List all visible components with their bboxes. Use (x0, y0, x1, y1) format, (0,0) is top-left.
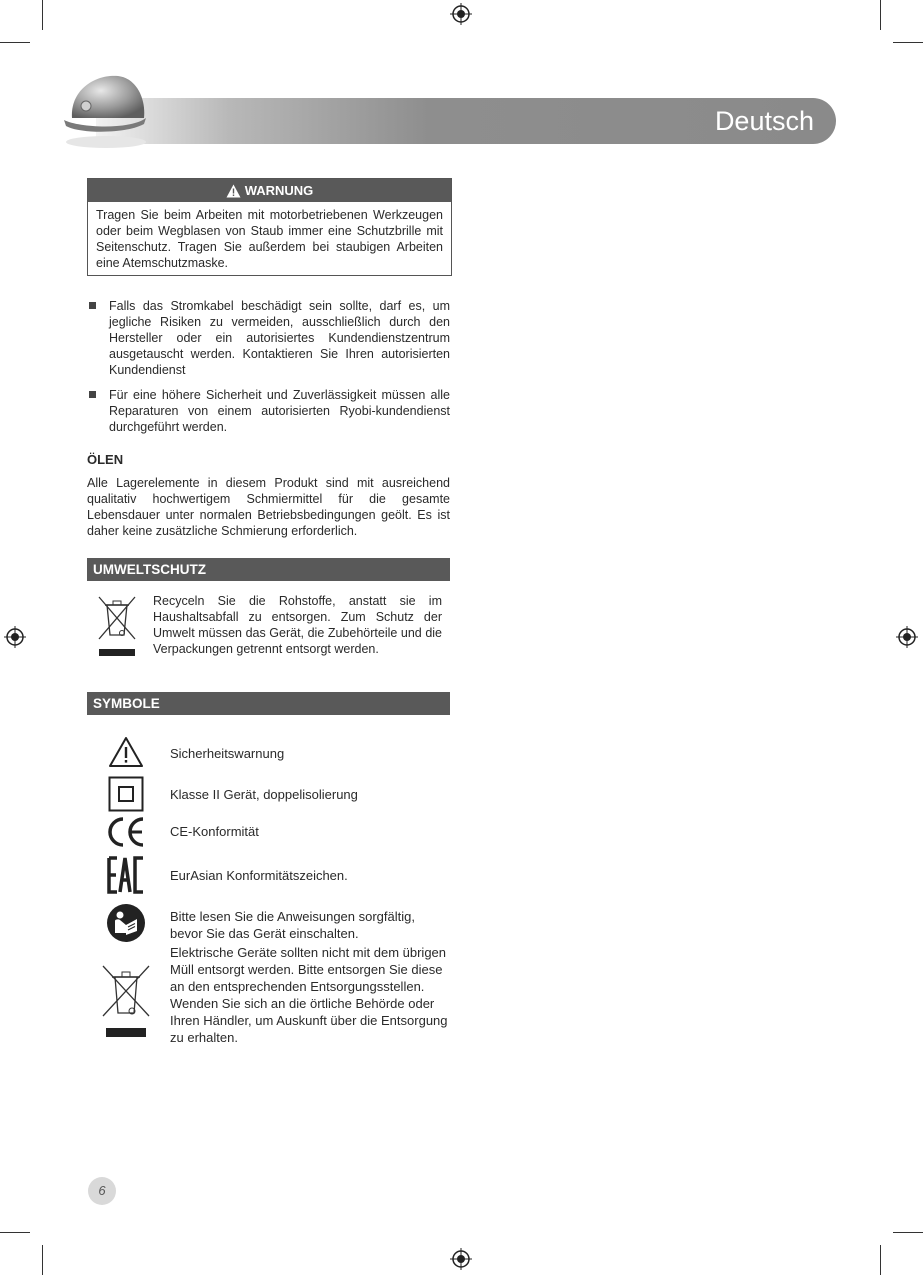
symbol-label: CE-Konformität (170, 824, 259, 839)
warning-box (87, 178, 452, 276)
registration-mark-icon (450, 1248, 472, 1270)
eac-mark-icon (106, 856, 146, 894)
registration-mark-icon (4, 626, 26, 648)
header-bar (96, 98, 836, 144)
crop-mark (42, 0, 43, 30)
weee-bin-icon (100, 963, 152, 1039)
weee-bin-icon (95, 593, 139, 659)
section-heading-umweltschutz: UMWELTSCHUTZ (87, 558, 450, 581)
crop-mark (0, 1232, 30, 1233)
section-heading-oelen: ÖLEN (87, 452, 124, 467)
oelen-text: Alle Lagerelemente in diesem Produkt sind mit ausreichend qualitativ hochwertigem Schmiermittel für die gesamte Lebensdauer unter normalen Betriebsbedingungen geölt. Es ist daher keine zusätzliche Schmierung erforderlich. (87, 476, 450, 538)
bullet-list (87, 298, 450, 444)
ce-mark-icon (105, 816, 147, 848)
symbol-label: Sicherheitswarnung (170, 746, 285, 761)
warning-triangle-icon (226, 184, 241, 198)
warning-header (88, 179, 451, 202)
safety-helmet-icon (60, 70, 150, 150)
symbol-label: Bitte lesen Sie die Anweisungen sorgfältig, bevor Sie das Gerät einschalten. (170, 909, 415, 941)
crop-mark (893, 1232, 923, 1233)
list-item: Falls das Stromkabel beschädigt sein sollte, darf es, um jegliche Risiken zu vermeiden, ausschließlich durch den Hersteller oder ein autorisiertes Kundendienstzentrum ausgetauscht werden. Kontaktieren Sie Ihren autorisierten Kundendienst (87, 298, 450, 378)
double-insulation-icon (108, 776, 144, 812)
crop-mark (893, 42, 923, 43)
crop-mark (42, 1245, 43, 1275)
crop-mark (0, 42, 30, 43)
symbol-label: Klasse II Gerät, doppelisolierung (170, 787, 358, 802)
symbol-label: EurAsian Konformitätszeichen. (170, 868, 348, 883)
crop-mark (880, 0, 881, 30)
symbol-label: Elektrische Geräte sollten nicht mit dem übrigen Müll entsorgt werden. Bitte entsorgen Sie diese an den entsprechenden Entsorgungsstellen. Wenden Sie sich an die örtliche Behörde oder Ihren Händler, um Auskunft über die Entsorgung zu erhalten. (170, 945, 448, 1045)
page-number: 6 (88, 1177, 116, 1205)
section-heading-symbole: SYMBOLE (87, 692, 450, 715)
list-item: Für eine höhere Sicherheit und Zuverlässigkeit müssen alle Reparaturen von einem autorisierten Ryobi-kundendienst durchgeführt werden. (87, 387, 450, 435)
warning-triangle-icon (108, 736, 144, 768)
read-manual-icon (106, 903, 146, 943)
crop-mark (880, 1245, 881, 1275)
registration-mark-icon (450, 3, 472, 25)
warning-title: WARNUNG (244, 183, 314, 198)
umweltschutz-text: Recyceln Sie die Rohstoffe, anstatt sie im Haushaltsabfall zu entsorgen. Zum Schutz der Umwelt müssen das Gerät, die Zubehörteile und die Verpackungen getrennt entsorgt werden. (153, 594, 442, 656)
warning-text: Tragen Sie beim Arbeiten mit motorbetriebenen Werkzeugen oder beim Wegblasen von Staub immer eine Schutzbrille mit Seitenschutz. Tragen Sie außerdem bei staubigen Arbeiten eine Atemschutzmaske. (96, 208, 443, 270)
registration-mark-icon (896, 626, 918, 648)
language-title: Deutsch (714, 106, 814, 136)
